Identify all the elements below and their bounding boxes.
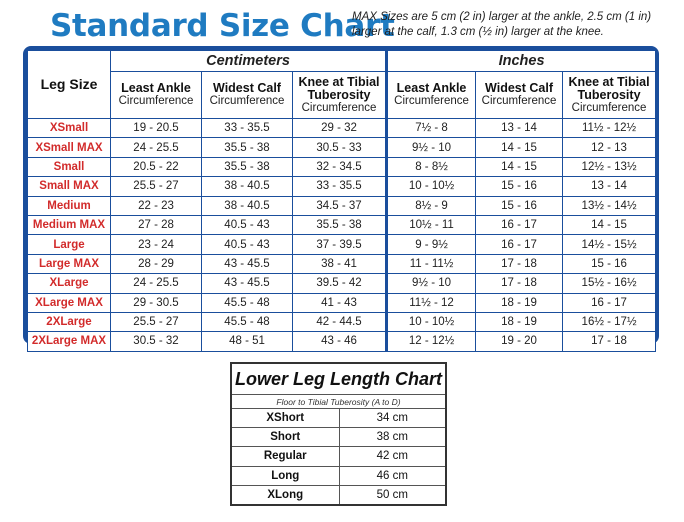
measurement-cell: 29 - 30.5 <box>111 293 202 312</box>
length-value-cell: 34 cm <box>339 409 446 428</box>
measurement-cell: 16 - 17 <box>476 215 563 234</box>
measurement-cell: 10 - 10½ <box>387 312 476 331</box>
max-size-note: MAX Sizes are 5 cm (2 in) larger at the ankle, 2.5 cm (1 in) larger at the calf, 1.3 cm (½ in) larger at the knee. <box>352 11 652 38</box>
measurement-cell: 28 - 29 <box>111 254 202 273</box>
length-chart-subtitle: Floor to Tibial Tuberosity (A to D) <box>231 395 446 409</box>
measurement-cell: 10½ - 11 <box>387 215 476 234</box>
measurement-cell: 35.5 - 38 <box>202 138 293 157</box>
measurement-cell: 25.5 - 27 <box>111 312 202 331</box>
table-row <box>28 177 656 196</box>
size-name-cell: XLarge <box>28 274 111 293</box>
measurement-cell: 35.5 - 38 <box>202 157 293 176</box>
size-name-cell: XSmall <box>28 119 111 138</box>
measurement-cell: 45.5 - 48 <box>202 312 293 331</box>
measurement-cell: 27 - 28 <box>111 215 202 234</box>
measurement-cell: 8 - 8½ <box>387 157 476 176</box>
length-chart-title: Lower Leg Length Chart <box>231 363 446 395</box>
measurement-cell: 14 - 15 <box>476 138 563 157</box>
length-name-cell: XLong <box>231 485 339 505</box>
measurement-cell: 43 - 45.5 <box>202 274 293 293</box>
measurement-cell: 19 - 20 <box>476 332 563 351</box>
measurement-cell: 37 - 39.5 <box>293 235 387 254</box>
measurement-cell: 9 - 9½ <box>387 235 476 254</box>
measurement-cell: 38 - 40.5 <box>202 177 293 196</box>
measurement-cell: 38 - 40.5 <box>202 196 293 215</box>
table-row <box>28 235 656 254</box>
length-name-cell: XShort <box>231 409 339 428</box>
measurement-cell: 9½ - 10 <box>387 138 476 157</box>
measurement-cell: 13 - 14 <box>563 177 656 196</box>
measurement-cell: 23 - 24 <box>111 235 202 254</box>
measurement-cell: 12 - 13 <box>563 138 656 157</box>
size-name-cell: Medium MAX <box>28 215 111 234</box>
in-ankle-header: Least Ankle Circumference <box>387 72 476 119</box>
measurement-cell: 45.5 - 48 <box>202 293 293 312</box>
measurement-cell: 43 - 45.5 <box>202 254 293 273</box>
measurement-cell: 40.5 - 43 <box>202 235 293 254</box>
measurement-cell: 35.5 - 38 <box>293 215 387 234</box>
measurement-cell: 43 - 46 <box>293 332 387 351</box>
length-chart-table <box>230 362 447 506</box>
measurement-cell: 12½ - 13½ <box>563 157 656 176</box>
table-row <box>231 447 446 466</box>
measurement-cell: 30.5 - 33 <box>293 138 387 157</box>
measurement-cell: 8½ - 9 <box>387 196 476 215</box>
cm-calf-header: Widest Calf Circumference <box>202 72 293 119</box>
size-name-cell: 2XLarge <box>28 312 111 331</box>
size-chart-table <box>27 50 656 352</box>
table-row <box>231 485 446 505</box>
measurement-cell: 11½ - 12 <box>387 293 476 312</box>
measurement-cell: 12 - 12½ <box>387 332 476 351</box>
table-row <box>28 293 656 312</box>
measurement-cell: 32 - 34.5 <box>293 157 387 176</box>
measurement-cell: 25.5 - 27 <box>111 177 202 196</box>
measurement-cell: 42 - 44.5 <box>293 312 387 331</box>
measurement-cell: 16 - 17 <box>563 293 656 312</box>
table-row <box>28 157 656 176</box>
length-name-cell: Regular <box>231 447 339 466</box>
length-value-cell: 42 cm <box>339 447 446 466</box>
measurement-cell: 30.5 - 32 <box>111 332 202 351</box>
measurement-cell: 20.5 - 22 <box>111 157 202 176</box>
measurement-cell: 15 - 16 <box>563 254 656 273</box>
measurement-cell: 11 - 11½ <box>387 254 476 273</box>
length-name-cell: Long <box>231 466 339 485</box>
table-row <box>28 196 656 215</box>
size-name-cell: Small <box>28 157 111 176</box>
measurement-cell: 34.5 - 37 <box>293 196 387 215</box>
measurement-cell: 15 - 16 <box>476 196 563 215</box>
measurement-cell: 9½ - 10 <box>387 274 476 293</box>
measurement-cell: 18 - 19 <box>476 312 563 331</box>
size-name-cell: Large <box>28 235 111 254</box>
leg-size-header: Leg Size <box>28 51 111 119</box>
size-name-cell: XLarge MAX <box>28 293 111 312</box>
measurement-cell: 39.5 - 42 <box>293 274 387 293</box>
table-row <box>28 119 656 138</box>
measurement-cell: 29 - 32 <box>293 119 387 138</box>
measurement-cell: 24 - 25.5 <box>111 138 202 157</box>
measurement-cell: 48 - 51 <box>202 332 293 351</box>
measurement-cell: 19 - 20.5 <box>111 119 202 138</box>
table-row <box>28 215 656 234</box>
measurement-cell: 10 - 10½ <box>387 177 476 196</box>
table-row <box>28 312 656 331</box>
measurement-cell: 15 - 16 <box>476 177 563 196</box>
table-row <box>28 254 656 273</box>
measurement-cell: 16 - 17 <box>476 235 563 254</box>
size-name-cell: Large MAX <box>28 254 111 273</box>
measurement-cell: 7½ - 8 <box>387 119 476 138</box>
measurement-cell: 13 - 14 <box>476 119 563 138</box>
measurement-cell: 11½ - 12½ <box>563 119 656 138</box>
table-row <box>28 274 656 293</box>
measurement-cell: 40.5 - 43 <box>202 215 293 234</box>
table-row <box>231 409 446 428</box>
length-value-cell: 46 cm <box>339 466 446 485</box>
cm-knee-header: Knee at Tibial Tuberosity Circumference <box>293 72 387 119</box>
cm-ankle-header: Least Ankle Circumference <box>111 72 202 119</box>
measurement-cell: 15½ - 16½ <box>563 274 656 293</box>
in-calf-header: Widest Calf Circumference <box>476 72 563 119</box>
page-title: Standard Size Chart <box>50 8 395 44</box>
centimeters-group-header: Centimeters <box>111 51 387 72</box>
size-name-cell: Small MAX <box>28 177 111 196</box>
measurement-cell: 33 - 35.5 <box>293 177 387 196</box>
length-value-cell: 50 cm <box>339 485 446 505</box>
measurement-cell: 13½ - 14½ <box>563 196 656 215</box>
length-value-cell: 38 cm <box>339 428 446 447</box>
measurement-cell: 14½ - 15½ <box>563 235 656 254</box>
size-name-cell: 2XLarge MAX <box>28 332 111 351</box>
table-row <box>28 332 656 351</box>
measurement-cell: 24 - 25.5 <box>111 274 202 293</box>
inches-group-header: Inches <box>387 51 656 72</box>
size-name-cell: XSmall MAX <box>28 138 111 157</box>
length-name-cell: Short <box>231 428 339 447</box>
size-name-cell: Medium <box>28 196 111 215</box>
table-row <box>231 466 446 485</box>
table-row <box>231 428 446 447</box>
measurement-cell: 33 - 35.5 <box>202 119 293 138</box>
measurement-cell: 14 - 15 <box>563 215 656 234</box>
measurement-cell: 16½ - 17½ <box>563 312 656 331</box>
measurement-cell: 38 - 41 <box>293 254 387 273</box>
measurement-cell: 41 - 43 <box>293 293 387 312</box>
measurement-cell: 18 - 19 <box>476 293 563 312</box>
measurement-cell: 14 - 15 <box>476 157 563 176</box>
measurement-cell: 22 - 23 <box>111 196 202 215</box>
measurement-cell: 17 - 18 <box>563 332 656 351</box>
measurement-cell: 17 - 18 <box>476 254 563 273</box>
in-knee-header: Knee at Tibial Tuberosity Circumference <box>563 72 656 119</box>
measurement-cell: 17 - 18 <box>476 274 563 293</box>
table-row <box>28 138 656 157</box>
